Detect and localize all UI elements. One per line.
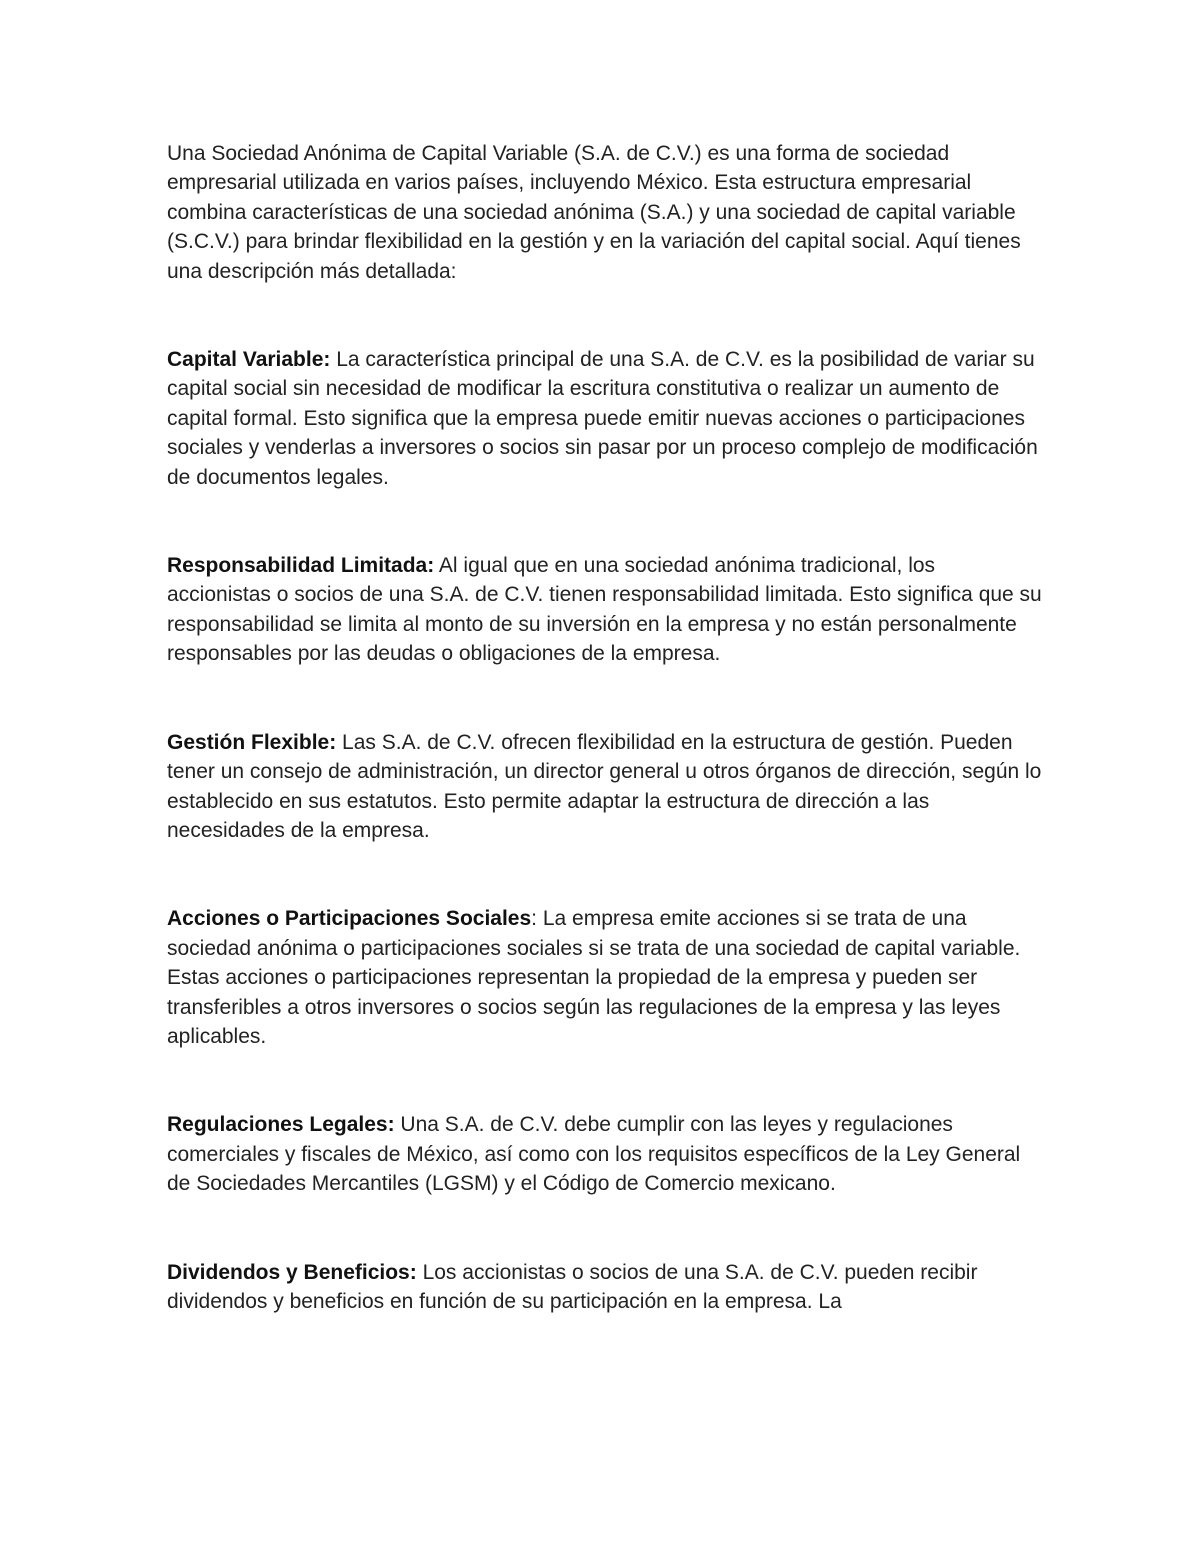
section-text: Las S.A. de C.V. ofrecen flexibilidad en la estructura de gestión. Pueden tener un consejo de administración, un director general u otros órganos de dirección, según lo establecido en sus estatutos. Esto permite adaptar la estructura de dirección a las necesidades de la empresa. (167, 730, 1042, 842)
section-term: Regulaciones Legales: (167, 1113, 395, 1137)
section-term: Responsabilidad Limitada: (167, 554, 435, 578)
section-gestion-flexible (167, 728, 1042, 846)
section-text: La característica principal de una S.A. de C.V. es la posibilidad de variar su capital social sin necesidad de modificar la escritura constitutiva o realizar un aumento de capital formal. Esto significa que la empresa puede emitir nuevas acciones o participaciones sociales y venderlas a inversores o socios sin pasar por un proceso complejo de modificación de documentos legales. (167, 348, 1038, 489)
section-acciones-participaciones (167, 904, 1042, 1051)
section-regulaciones-legales (167, 1110, 1042, 1198)
intro-paragraph: Una Sociedad Anónima de Capital Variable (S.A. de C.V.) es una forma de sociedad empresarial utilizada en varios países, incluyendo México. Esta estructura empresarial combina características de una sociedad anónima (S.A.) y una sociedad de capital variable (S.C.V.) para brindar flexibilidad en la gestión y en la variación del capital social. Aquí tienes una descripción más detallada: (167, 142, 1021, 283)
section-term: Capital Variable: (167, 348, 331, 372)
section-dividendos-beneficios (167, 1258, 1042, 1317)
section-term: Acciones o Participaciones Sociales (167, 907, 532, 931)
document-body (167, 139, 1042, 1316)
section-text: Al igual que en una sociedad anónima tradicional, los accionistas o socios de una S.A. de C.V. tienen responsabilidad limitada. Esto significa que su responsabilidad se limita al monto de su inversión en la empresa y no están personalmente responsables por las deudas o obligaciones de la empresa. (167, 554, 1042, 666)
section-text: Una S.A. de C.V. debe cumplir con las leyes y regulaciones comerciales y fiscales de México, así como con los requisitos específicos de la Ley General de Sociedades Mercantiles (LGSM) y el Código de Comercio mexicano. (167, 1113, 1021, 1196)
section-text: Los accionistas o socios de una S.A. de C.V. pueden recibir dividendos y beneficios en función de su participación en la empresa. La (167, 1260, 978, 1313)
section-text: : La empresa emite acciones si se trata de una sociedad anónima o participaciones sociales si se trata de una sociedad de capital variable. Estas acciones o participaciones representan la propiedad de la empresa y pueden ser transferibles a otros inversores o socios según las regulaciones de la empresa y las leyes aplicables. (167, 907, 1021, 1048)
section-capital-variable (167, 345, 1042, 492)
section-term: Dividendos y Beneficios: (167, 1260, 417, 1284)
section-term: Gestión Flexible: (167, 730, 337, 754)
section-responsabilidad-limitada (167, 551, 1042, 669)
